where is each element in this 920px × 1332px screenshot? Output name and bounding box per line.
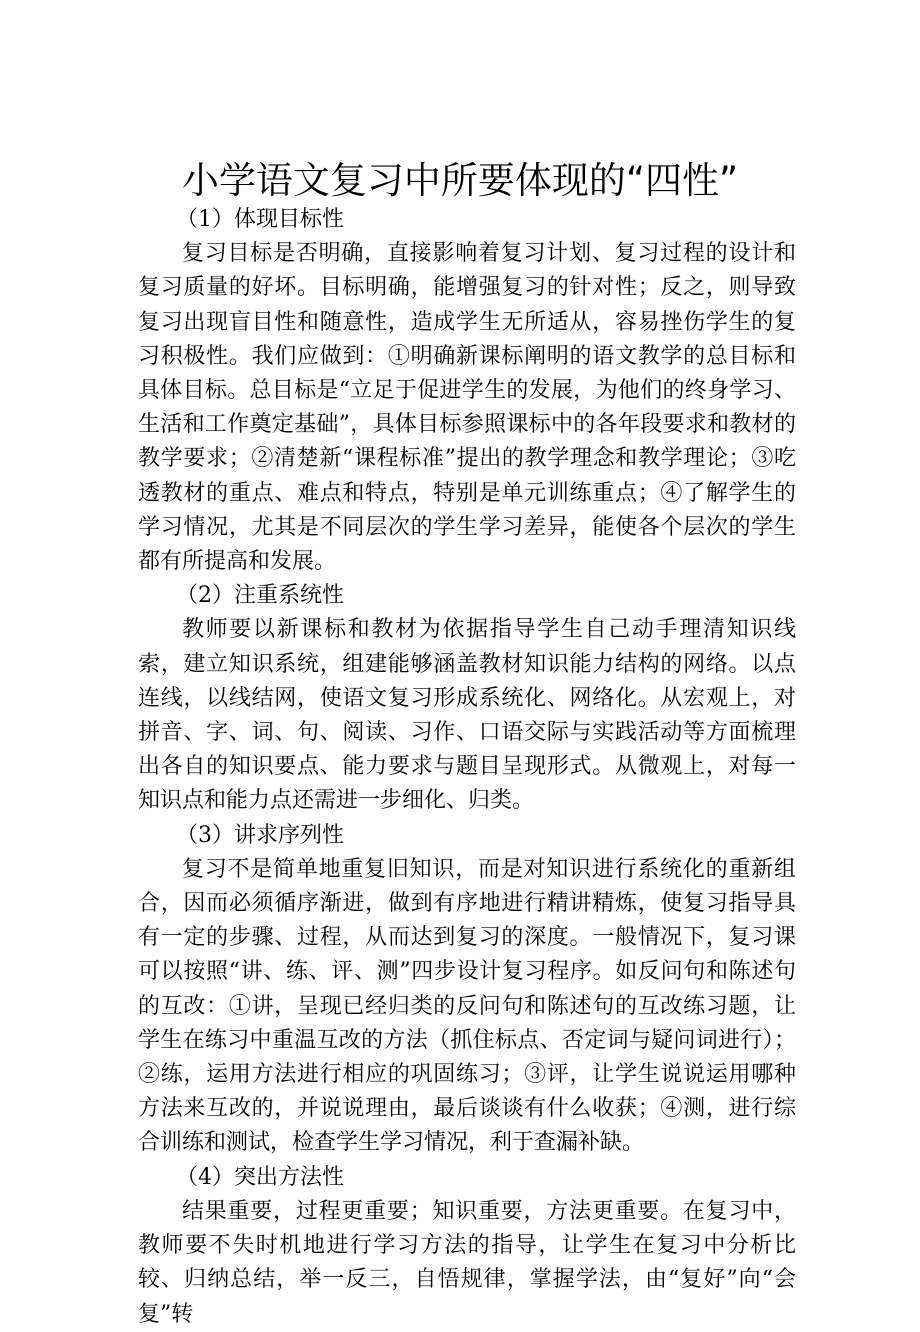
section-paragraph: 教师要以新课标和教材为依据指导学生自己动手理清知识线索，建立知识系统，组建能够涵盖教材知识能力结构的网络。以点连线，以线结网，使语文复习形成系统化、网络化。从宏观上，对拼音、字、词、句、阅读、习作、口语交际与实践活动等方面梳理出各自的知识要点、能力要求与题目呈现形式。从微观上，对每一知识点和能力点还需进一步细化、归类。 [138, 617, 796, 814]
section-sequence [138, 819, 796, 1161]
document-body [138, 203, 796, 1332]
section-goal [138, 203, 796, 579]
section-paragraph: 复习不是简单地重复旧知识，而是对知识进行系统化的重新组合，因而必须循序渐进，做到有序地进行精讲精炼，使复习指导具有一定的步骤、过程，从而达到复习的深度。一般情况下，复习课可以按照“讲、练、评、测”四步设计复习程序。如反问句和陈述句的互改：①讲，呈现已经归类的反问句和陈述句的互改练习题，让学生在练习中重温互改的方法（抓住标点、否定词与疑问词进行）；②练，运用方法进行相应的巩固练习；③评，让学生说说运用哪种方法来互改的，并说说理由，最后谈谈有什么收获；④测，进行综合训练和测试，检查学生学习情况，利于查漏补缺。 [138, 856, 796, 1156]
section-system [138, 579, 796, 818]
section-paragraph: 结果重要，过程更重要；知识重要，方法更重要。在复习中，教师要不失时机地进行学习方法的指导，让学生在复习中分析比较、归纳总结，举一反三，自悟规律，掌握学法，由“复好”向“会复”转 [138, 1198, 796, 1327]
section-heading: （2）注重系统性 [176, 583, 344, 609]
section-heading: （1）体现目标性 [176, 207, 344, 232]
section-method [138, 1161, 796, 1332]
document-title: 小学语文复习中所要体现的“四性” [181, 158, 739, 202]
section-heading: （4）突出方法性 [176, 1164, 344, 1190]
section-paragraph: 复习目标是否明确，直接影响着复习计划、复习过程的设计和复习质量的好坏。目标明确，能增强复习的针对性；反之，则导致复习出现盲目性和随意性，造成学生无所适从，容易挫伤学生的复习积极性。我们应做到：①明确新课标阐明的语文教学的总目标和具体目标。总目标是“立足于促进学生的发展，为他们的终身学习、生活和工作奠定基础”，具体目标参照课标中的各年段要求和教材的教学要求；②清楚新“课程标准”提出的教学理念和教学理论；③吃透教材的重点、难点和特点，特别是单元训练重点；④了解学生的学习情况，尤其是不同层次的学生学习差异，能使各个层次的学生都有所提高和发展。 [138, 241, 796, 575]
section-heading: （3）讲求序列性 [176, 822, 344, 848]
